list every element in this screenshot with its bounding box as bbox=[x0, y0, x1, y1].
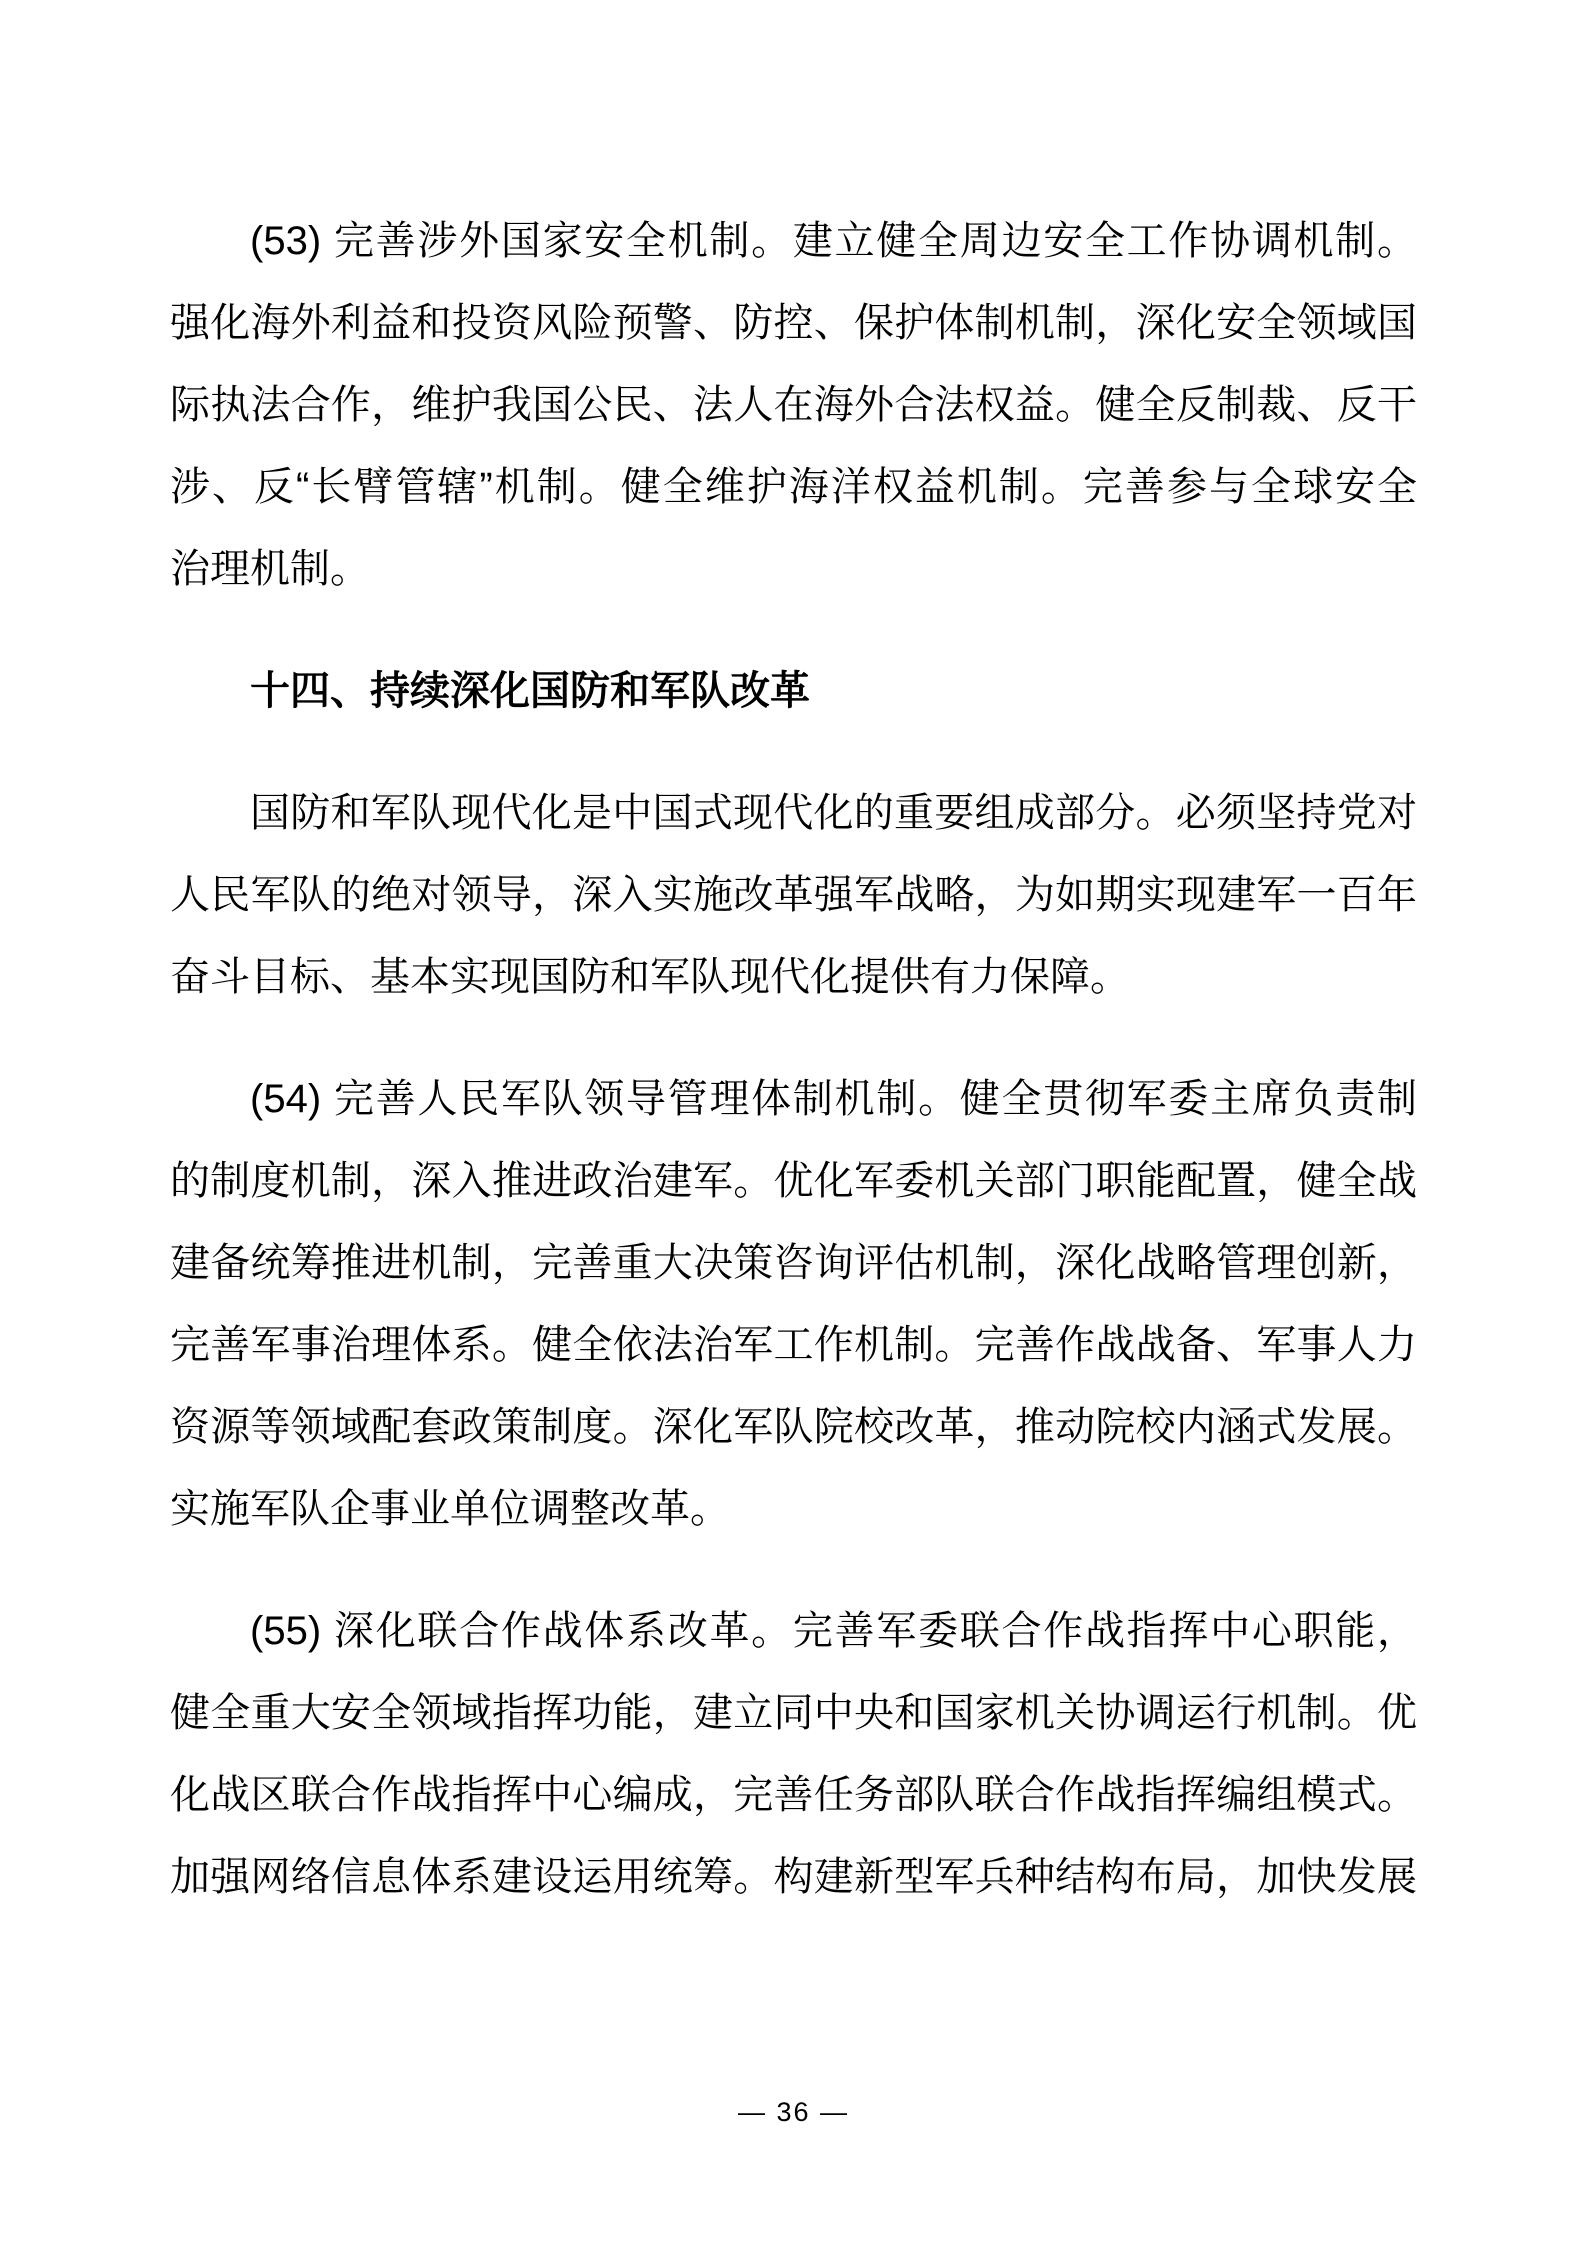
text-line: 的制度机制，深入推进政治建军。优化军委机关部门职能配置，健全战 bbox=[170, 1159, 1417, 1203]
text-line: 国防和军队现代化是中国式现代化的重要组成部分。必须坚持党对 bbox=[250, 791, 1417, 835]
text-line: 际执法合作，维护我国公民、法人在海外合法权益。健全反制裁、反干 bbox=[170, 383, 1417, 427]
text-line: 奋斗目标、基本实现国防和军队现代化提供有力保障。 bbox=[170, 955, 1130, 999]
document-body bbox=[170, 200, 1417, 1918]
text-line: 建备统筹推进机制，完善重大决策咨询评估机制，深化战略管理创新， bbox=[170, 1241, 1417, 1285]
text-line: 加强网络信息体系建设运用统筹。构建新型军兵种结构布局，加快发展 bbox=[170, 1855, 1417, 1899]
text-line: 人民军队的绝对领导，深入实施改革强军战略，为如期实现建军一百年 bbox=[170, 873, 1417, 917]
text-line: 资源等领域配套政策制度。深化军队院校改革，推动院校内涵式发展。 bbox=[170, 1405, 1417, 1449]
text-line: 健全重大安全领域指挥功能，建立同中央和国家机关协调运行机制。优 bbox=[170, 1691, 1417, 1735]
text-line: (53) 完善涉外国家安全机制。建立健全周边安全工作协调机制。 bbox=[250, 219, 1417, 263]
text-line: (54) 完善人民军队领导管理体制机制。健全贯彻军委主席负责制 bbox=[250, 1077, 1417, 1121]
text-line: 涉、反“长臂管辖”机制。健全维护海洋权益机制。完善参与全球安全 bbox=[170, 465, 1417, 509]
paragraph-item-55 bbox=[170, 1590, 1417, 1918]
page-footer bbox=[0, 2065, 1587, 2245]
text-line: 完善军事治理体系。健全依法治军工作机制。完善作战战备、军事人力 bbox=[170, 1323, 1417, 1367]
heading-text: 十四、持续深化国防和军队改革 bbox=[250, 669, 810, 713]
paragraph-item-54 bbox=[170, 1058, 1417, 1550]
text-line: (55) 深化联合作战体系改革。完善军委联合作战指挥中心职能， bbox=[250, 1609, 1417, 1653]
text-line: 化战区联合作战指挥中心编成，完善任务部队联合作战指挥编组模式。 bbox=[170, 1773, 1417, 1817]
section-heading-14 bbox=[170, 650, 1417, 732]
paragraph-item-53 bbox=[170, 200, 1417, 610]
paragraph-section-14-intro bbox=[170, 772, 1417, 1018]
text-line: 强化海外利益和投资风险预警、防控、保护体制机制，深化安全领域国 bbox=[170, 301, 1417, 345]
text-line: 治理机制。 bbox=[170, 547, 370, 591]
page-number: — 36 — bbox=[737, 2097, 850, 2127]
text-line: 实施军队企事业单位调整改革。 bbox=[170, 1487, 730, 1531]
